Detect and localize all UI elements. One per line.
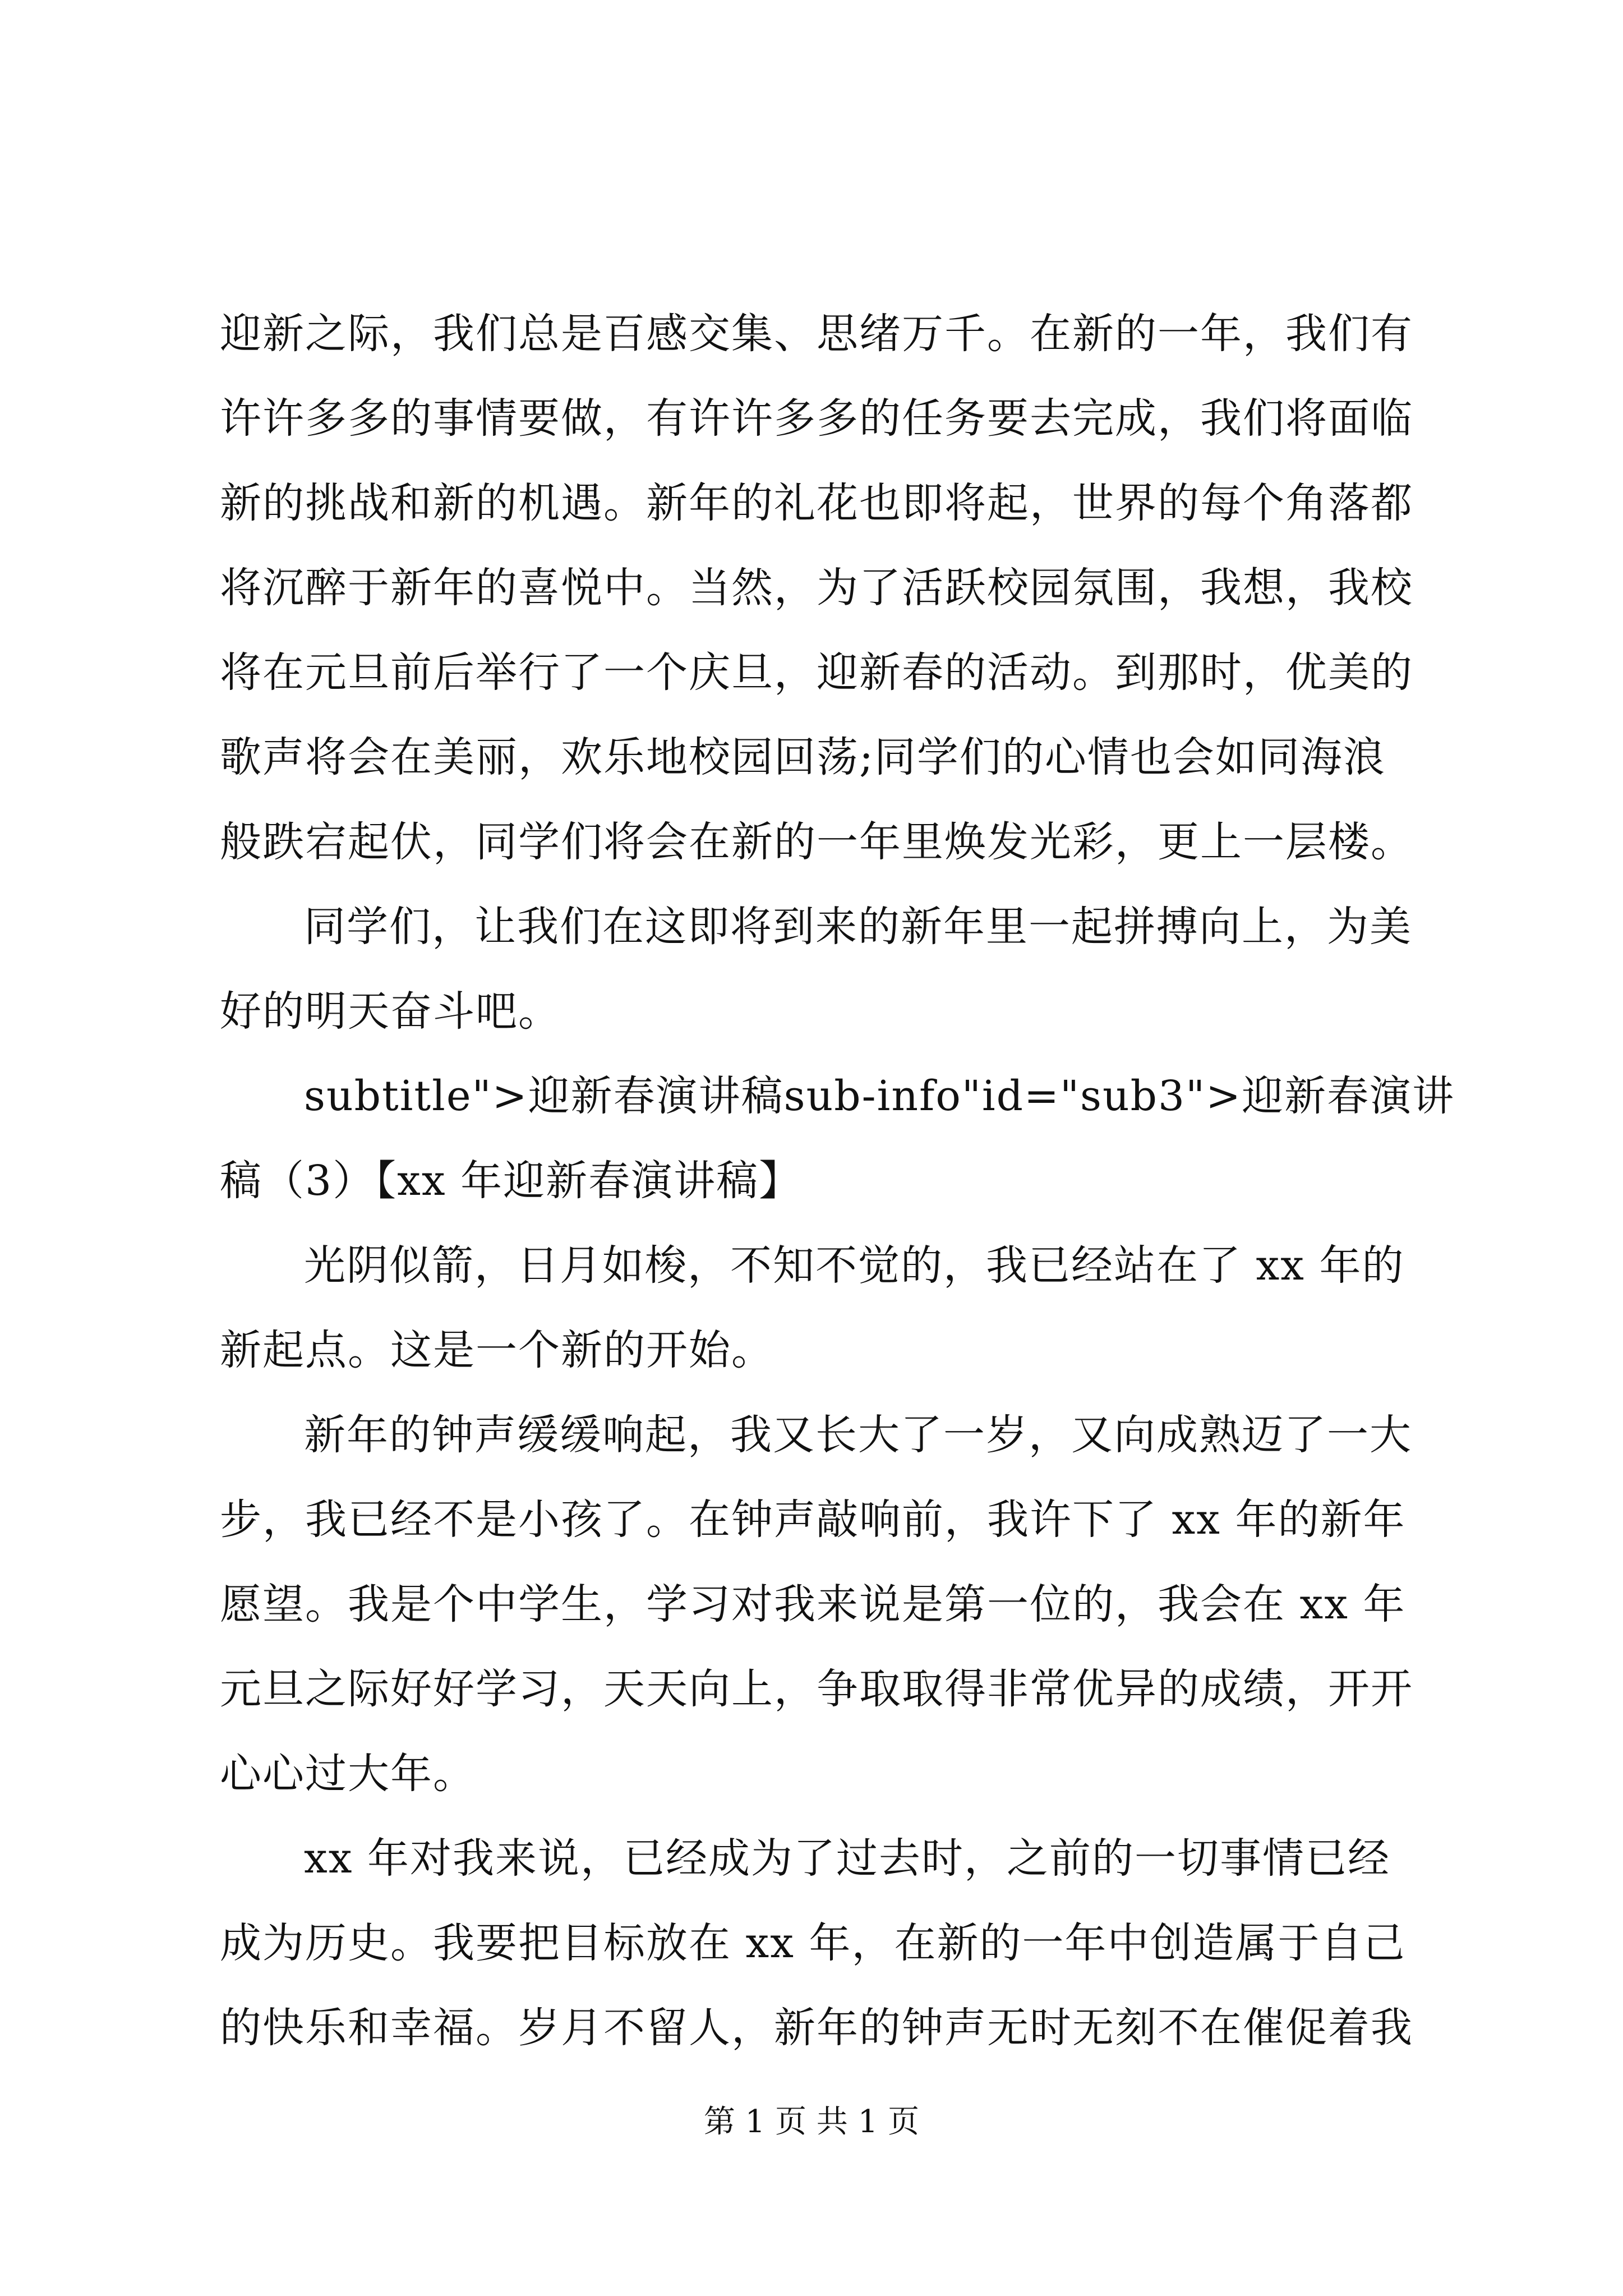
text-line: 许许多多的事情要做，有许许多多的任务要去完成，我们将面临 xyxy=(220,394,1413,443)
document-body xyxy=(220,292,1455,2070)
text-line: 新的挑战和新的机遇。新年的礼花也即将起，世界的每个角落都 xyxy=(220,479,1413,527)
text-line: 将沉醉于新年的喜悦中。当然，为了活跃校园氛围，我想，我校 xyxy=(220,564,1413,612)
paragraph-start-line: xx 年对我来说，已经成为了过去时，之前的一切事情已经 xyxy=(304,1834,1390,1883)
text-line: 新起点。这是一个新的开始。 xyxy=(220,1326,774,1374)
text-line: 的快乐和幸福。岁月不留人，新年的钟声无时无刻不在催促着我 xyxy=(220,2004,1413,2052)
text-line: 成为历史。我要把目标放在 xx 年，在新的一年中创造属于自己 xyxy=(220,1919,1406,1967)
paragraph-start-line: subtitle">迎新春演讲稿sub-info"id="sub3">迎新春演讲 xyxy=(304,1072,1455,1120)
text-line: 好的明天奋斗吧。 xyxy=(220,987,561,1036)
text-line: 稿（3）【xx 年迎新春演讲稿】 xyxy=(220,1157,802,1205)
text-line: 元旦之际好好学习，天天向上，争取取得非常优异的成绩，开开 xyxy=(220,1665,1413,1713)
paragraph-start-line: 光阴似箭，日月如梭，不知不觉的，我已经站在了 xx 年的 xyxy=(304,1241,1405,1290)
text-line: 迎新之际，我们总是百感交集、思绪万千。在新的一年，我们有 xyxy=(220,310,1413,358)
text-line: 愿望。我是个中学生，学习对我来说是第一位的，我会在 xx 年 xyxy=(220,1580,1406,1628)
paragraph-start-line: 同学们，让我们在这即将到来的新年里一起拼搏向上，为美 xyxy=(304,903,1412,951)
page-number-footer: 第 1 页 共 1 页 xyxy=(703,2104,920,2140)
paragraph-start-line: 新年的钟声缓缓响起，我又长大了一岁，又向成熟迈了一大 xyxy=(304,1411,1412,1459)
text-line: 将在元旦前后举行了一个庆旦，迎新春的活动。到那时，优美的 xyxy=(220,648,1413,697)
text-line: 歌声将会在美丽，欢乐地校园回荡;同学们的心情也会如同海浪 xyxy=(220,733,1386,781)
text-line: 心心过大年。 xyxy=(220,1750,476,1798)
text-line: 步，我已经不是小孩了。在钟声敲响前，我许下了 xx 年的新年 xyxy=(220,1496,1406,1544)
text-line: 般跌宕起伏，同学们将会在新的一年里焕发光彩，更上一层楼。 xyxy=(220,818,1413,866)
